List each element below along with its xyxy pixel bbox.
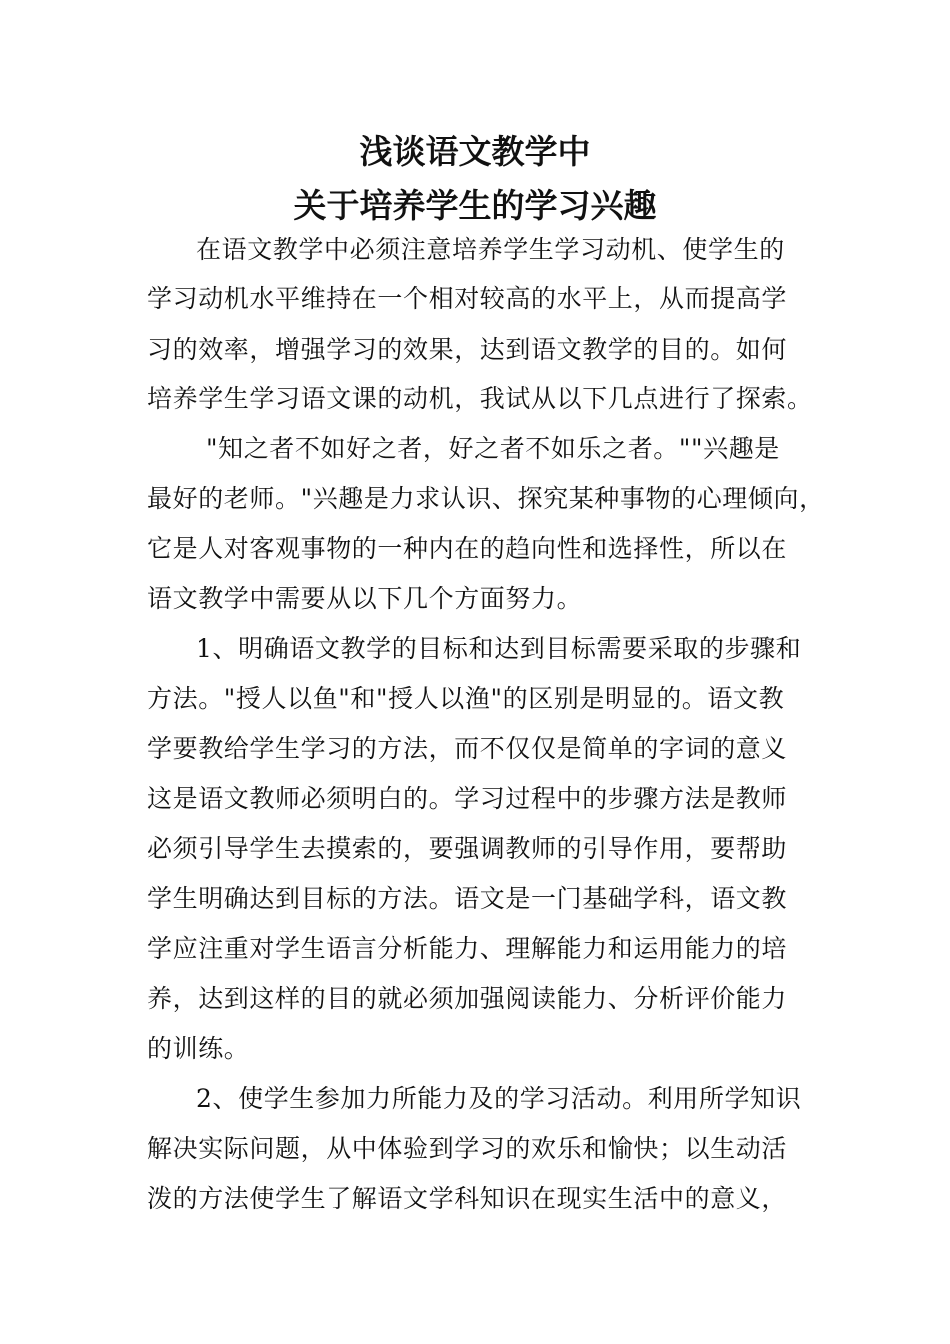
paragraph-line: "知之者不如好之者，好之者不如乐之者。""兴趣是 (206, 434, 780, 463)
paragraph-line: 学应注重对学生语言分析能力、理解能力和运用能力的培 (147, 934, 788, 963)
paragraph-line: 养，达到这样的目的就必须加强阅读能力、分析评价能力 (147, 984, 788, 1013)
paragraph-line: 泼的方法使学生了解语文学科知识在现实生活中的意义， (147, 1184, 788, 1213)
paragraph-line: 学习动机水平维持在一个相对较高的水平上，从而提高学 (147, 284, 788, 313)
paragraph-line: 必须引导学生去摸索的，要强调教师的引导作用，要帮助 (147, 834, 788, 863)
paragraph-line: 习的效率，增强学习的效果，达到语文教学的目的。如何 (147, 335, 788, 364)
title-line-1: 浅谈语文教学中 (359, 132, 591, 171)
paragraph-line: 学生明确达到目标的方法。语文是一门基础学科，语文教 (147, 884, 788, 913)
paragraph-line: 它是人对客观事物的一种内在的趋向性和选择性，所以在 (147, 534, 788, 563)
paragraph-line: 1、明确语文教学的目标和达到目标需要采取的步骤和 (196, 634, 802, 663)
paragraph-line: 的训练。 (147, 1034, 250, 1063)
paragraph-line: 2、使学生参加力所能力及的学习活动。利用所学知识 (196, 1084, 802, 1113)
paragraph-line: 解决实际问题，从中体验到学习的欢乐和愉快；以生动活 (147, 1134, 788, 1163)
title-line-2: 关于培养学生的学习兴趣 (293, 186, 657, 225)
paragraph-line: 培养学生学习语文课的动机，我试从以下几点进行了探索。 (147, 384, 813, 413)
paragraph-line: 这是语文教师必须明白的。学习过程中的步骤方法是教师 (147, 784, 788, 813)
paragraph-line: 最好的老师。"兴趣是力求认识、探究某种事物的心理倾向， (147, 484, 825, 513)
paragraph-line: 学要教给学生学习的方法，而不仅仅是简单的字词的意义 (147, 734, 788, 763)
paragraph-line: 方法。"授人以鱼"和"授人以渔"的区别是明显的。语文教 (147, 684, 785, 713)
paragraph-line: 在语文教学中必须注意培养学生学习动机、使学生的 (196, 235, 785, 264)
paragraph-line: 语文教学中需要从以下几个方面努力。 (147, 584, 583, 613)
